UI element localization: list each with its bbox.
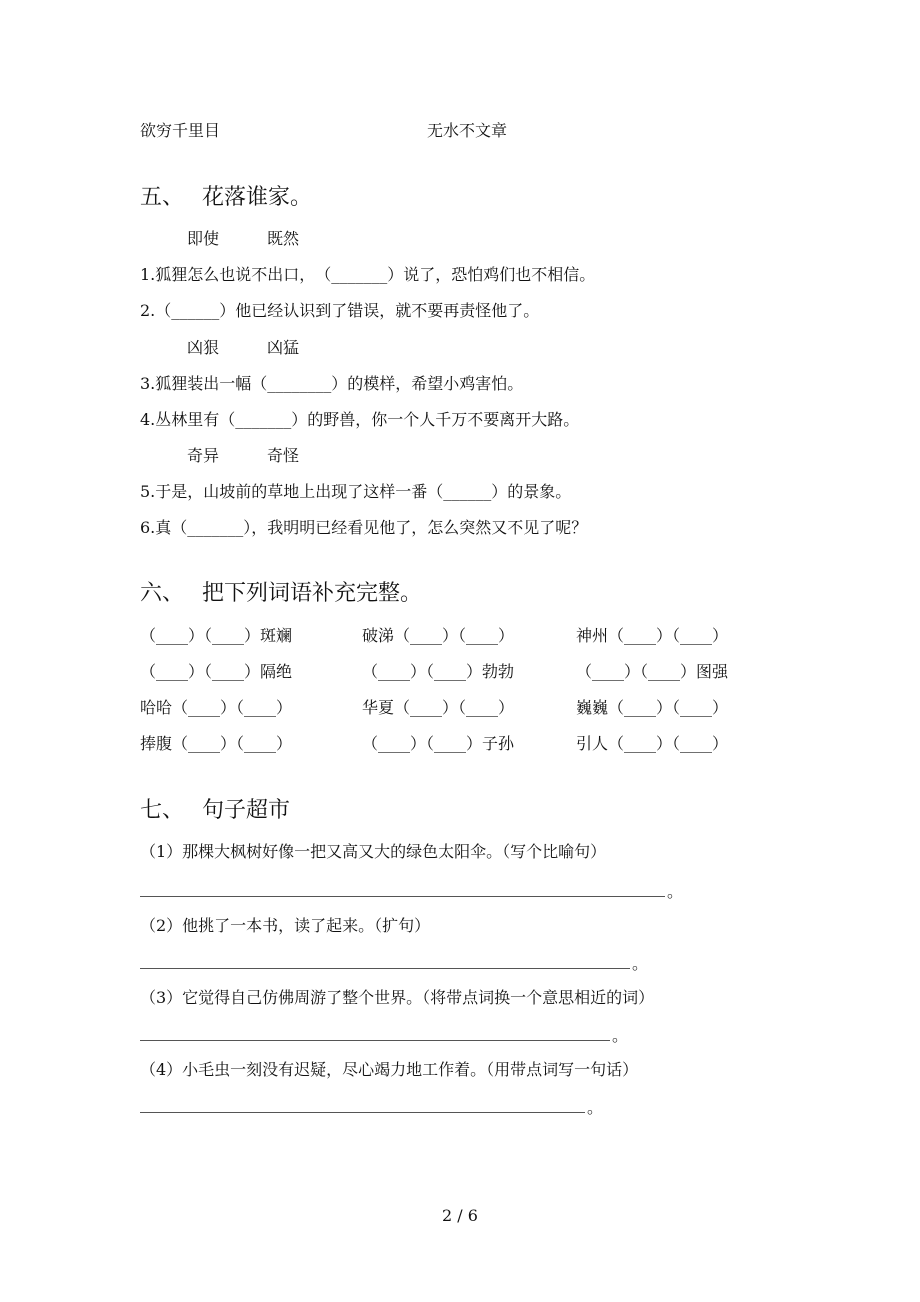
question-5: 5.于是，山坡前的草地上出现了这样一番（______）的景象。 — [140, 482, 572, 501]
page-number: 2 / 6 — [442, 1206, 478, 1225]
question-6: 6.真（_______），我明明已经看见他了，怎么突然又不见了呢？ — [140, 518, 588, 537]
section5-heading — [140, 184, 312, 212]
section5-title: 花落谁家。 — [202, 185, 313, 210]
answer-end-4: 。 — [587, 1098, 604, 1117]
section6-number: 六、 — [140, 581, 185, 606]
idiom-item: 破涕（____）（____） — [362, 626, 515, 645]
idiom-item: （____）（____）图强 — [576, 662, 729, 681]
sentence-question-4: （4）小毛虫一刻没有迟疑，尽心竭力地工作着。（用带点词写一句话） — [140, 1060, 639, 1079]
idiom-item: 捧腹（____）（____） — [140, 734, 293, 753]
question-2: 2.（______）他已经认识到了错误，就不要再责怪他了。 — [140, 301, 540, 320]
word-choice-3: 奇异 奇怪 — [187, 446, 300, 465]
section7-title: 句子超市 — [202, 798, 291, 823]
word-choice-1: 即使 既然 — [187, 229, 300, 248]
poem-line-right: 无水不文章 — [427, 121, 508, 140]
idiom-item: （____）（____）勃勃 — [362, 662, 515, 681]
sentence-question-1: （1）那棵大枫树好像一把又高又大的绿色太阳伞。（写个比喻句） — [140, 842, 607, 861]
answer-line-4[interactable] — [140, 1112, 585, 1113]
question-4: 4.丛林里有（_______）的野兽，你一个人千万不要离开大路。 — [140, 410, 580, 429]
question-1: 1.狐狸怎么也说不出口， （_______）说了，恐怕鸡们也不相信。 — [140, 265, 596, 284]
idiom-item: 巍巍（____）（____） — [576, 698, 729, 717]
section7-heading — [140, 797, 290, 825]
idiom-item: （____）（____）隔绝 — [140, 662, 293, 681]
section6-heading — [140, 580, 422, 608]
section6-title: 把下列词语补充完整。 — [202, 581, 423, 606]
idiom-item: 引人（____）（____） — [576, 734, 729, 753]
sentence-question-2: （2）他挑了一本书，读了起来。（扩句） — [140, 916, 431, 935]
idiom-item: 华夏（____）（____） — [362, 698, 515, 717]
answer-line-2[interactable] — [140, 968, 630, 969]
idiom-item: 神州（____）（____） — [576, 626, 729, 645]
answer-end-1: 。 — [667, 882, 684, 901]
answer-line-3[interactable] — [140, 1040, 610, 1041]
word-choice-2: 凶狠 凶猛 — [187, 338, 300, 357]
answer-end-3: 。 — [612, 1026, 629, 1045]
answer-line-1[interactable] — [140, 896, 665, 897]
answer-end-2: 。 — [632, 954, 649, 973]
idiom-item: （____）（____）子孙 — [362, 734, 515, 753]
poem-line-left: 欲穷千里目 — [140, 121, 221, 140]
section7-number: 七、 — [140, 798, 185, 823]
sentence-question-3: （3）它觉得自己仿佛周游了整个世界。（将带点词换一个意思相近的词） — [140, 988, 655, 1007]
question-3: 3.狐狸装出一幅（________）的模样，希望小鸡害怕。 — [140, 374, 524, 393]
section5-number: 五、 — [140, 185, 185, 210]
idiom-item: （____）（____）斑斓 — [140, 626, 293, 645]
idiom-item: 哈哈（____）（____） — [140, 698, 293, 717]
